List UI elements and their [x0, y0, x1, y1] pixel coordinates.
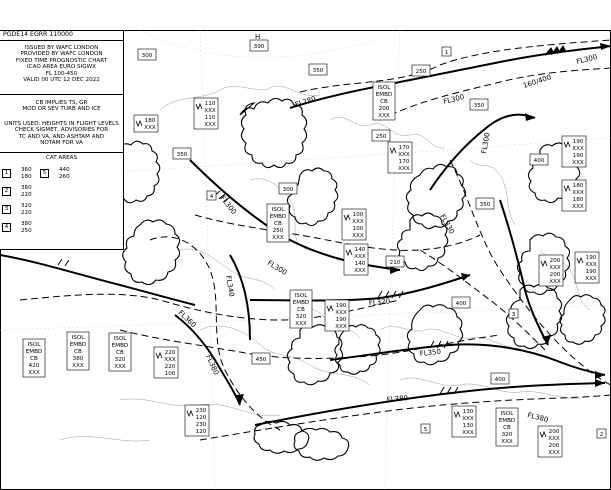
cb-value: EMBD [292, 300, 310, 306]
cat-area-range: 360 220 [21, 185, 32, 198]
cat-marker-number: 5 [423, 427, 428, 433]
cb-value: XXX [501, 439, 513, 445]
issue-block [0, 45, 123, 83]
tropopause-box [173, 148, 191, 159]
fl-label: FL300 [575, 53, 599, 66]
turbulence-value: 120 [195, 415, 207, 421]
cb-label [67, 332, 89, 370]
issue-line: FL 100-450 [45, 70, 78, 77]
units-line: NOTAM FOR VA [40, 140, 83, 147]
notes-block [0, 100, 123, 113]
tropopause-box [476, 198, 494, 209]
tropopause-value: 210 [389, 260, 401, 266]
cat-marker [207, 191, 216, 200]
cat-marker [421, 424, 430, 433]
cat-marker-number: 4 [209, 194, 214, 200]
fl-label: FL300 [218, 194, 238, 217]
turbulence-label [342, 209, 366, 240]
turbulence-value: XXX [144, 125, 156, 131]
cb-value: 320 [114, 357, 126, 363]
turbulence-value: XXX [572, 190, 584, 196]
fl-label: FL300 [442, 93, 466, 106]
tropopause-value: 250 [415, 69, 427, 75]
tropopause-box [372, 130, 390, 141]
turbulence-value: XXX [548, 436, 560, 442]
cb-value: 320 [295, 314, 307, 320]
cat-area-range: 440 260 [59, 167, 70, 180]
cb-value: ISOL [500, 411, 514, 417]
turbulence-value: 220 [164, 364, 176, 370]
cat-marker-number: 2 [599, 432, 604, 438]
cb-label [109, 333, 131, 371]
cat-area-id: 1 [2, 169, 11, 178]
note-line: MOD OR SEV TURB AND ICE [22, 106, 101, 113]
turbulence-value: 120 [195, 429, 207, 435]
turbulence-value: XXX [572, 204, 584, 210]
cat-area-id: 5 [40, 169, 49, 178]
fl-label: FL300 [480, 131, 492, 155]
turbulence-value: XXX [398, 152, 410, 158]
issue-line: PROVIDED BY WAFC LONDON [20, 51, 103, 58]
units-line: UNITS USED: HEIGHTS IN FLIGHT LEVELS [4, 121, 119, 127]
fl-label: FL380 [204, 353, 221, 377]
chart-id: PGDE14 EGRR 110000 [3, 31, 73, 38]
units-line: TC AND VA, AND ASHTAM AND [18, 133, 105, 140]
turbulence-value: XXX [398, 166, 410, 172]
turbulence-label [344, 244, 368, 275]
turbulence-value: XXX [335, 310, 347, 316]
turbulence-label [562, 136, 586, 167]
cb-value: EMBD [111, 343, 129, 349]
issue-line: VALID 00 UTC 12 DEC 2022 [23, 77, 100, 84]
turbulence-value: 200 [548, 429, 560, 435]
cb-value: EMBD [269, 214, 287, 220]
cat-marker [509, 309, 518, 318]
cb-value: EMBD [25, 349, 43, 355]
turbulence-value: 180 [572, 197, 584, 203]
turbulence-value: 190 [335, 303, 347, 309]
cb-value: ISOL [377, 85, 391, 91]
turbulence-value: 200 [549, 258, 561, 264]
cat-area-range: 380 250 [21, 221, 32, 234]
tropopause-box [470, 99, 488, 110]
tropopause-box [309, 64, 327, 75]
turbulence-label [194, 98, 218, 129]
fl-label: 160/400 [522, 73, 553, 90]
legend-panel [0, 31, 124, 250]
turbulence-value: XXX [335, 324, 347, 330]
turbulence-label [325, 300, 349, 331]
fl-label: FL330 [438, 213, 456, 236]
tropopause-box [386, 256, 404, 267]
tropopause-box [279, 183, 297, 194]
turbulence-value: XXX [462, 430, 474, 436]
turbulence-value: 100 [164, 371, 176, 377]
tropopause-value: 250 [375, 134, 387, 140]
cb-value: CB [380, 99, 388, 105]
cb-value: EMBD [498, 418, 516, 424]
cb-value: 200 [378, 106, 390, 112]
turbulence-value: XXX [352, 219, 364, 225]
cb-value: 320 [501, 432, 513, 438]
cb-value: XXX [295, 321, 307, 327]
turbulence-value: XXX [164, 357, 176, 363]
turbulence-value: 190 [585, 255, 597, 261]
turbulence-value: 190 [572, 139, 584, 145]
cb-label [290, 290, 312, 328]
turbulence-label [134, 115, 158, 132]
turbulence-value: XXX [548, 450, 560, 456]
turbulence-value: 140 [354, 261, 366, 267]
turbulence-label [538, 426, 562, 457]
turbulence-value: 180 [144, 118, 156, 124]
cat-area-range: 360 180 [21, 167, 32, 180]
fl-label: FL280 [294, 94, 317, 109]
legend-divider [0, 152, 123, 153]
turbulence-value: 200 [549, 272, 561, 278]
turbulence-value: XXX [572, 160, 584, 166]
cb-value: CB [297, 307, 305, 313]
cb-value: XXX [72, 363, 84, 369]
fl-label: FL300 [265, 258, 289, 277]
tropopause-value: 450 [255, 357, 267, 363]
cb-value: CB [74, 349, 82, 355]
tropopause-value: 350 [312, 68, 324, 74]
tropopause-value: 350 [479, 202, 491, 208]
cat-marker-number: 3 [511, 312, 516, 318]
turbulence-value: 200 [548, 443, 560, 449]
turbulence-value: XXX [585, 276, 597, 282]
cb-value: CB [274, 221, 282, 227]
cb-label [267, 204, 289, 242]
turbulence-value: XXX [549, 279, 561, 285]
fl-label: FL320 [368, 297, 391, 307]
turbulence-label [575, 252, 599, 283]
tropopause-value: 400 [494, 377, 506, 383]
turbulence-value: XXX [462, 416, 474, 422]
turbulence-value: 190 [585, 269, 597, 275]
units-line: CHECK SIGMET, ADVISORIES FOR [14, 127, 109, 134]
tropopause-value: 390 [253, 44, 265, 50]
cat-area-id: 2 [2, 187, 11, 196]
cb-value: XXX [378, 113, 390, 119]
turbulence-value: XXX [572, 146, 584, 152]
turbulence-value: XXX [585, 262, 597, 268]
issue-line: ISSUED BY WAFC LONDON [24, 45, 99, 51]
cat-marker-number: 1 [444, 50, 449, 56]
cb-value: ISOL [27, 342, 41, 348]
turbulence-label [562, 180, 586, 211]
tropopause-box [138, 49, 156, 60]
issue-line: ICAO AREA EURO SIGWX [27, 64, 96, 71]
legend-divider [0, 40, 123, 41]
cb-value: ISOL [271, 207, 285, 213]
tropopause-box [491, 373, 509, 384]
turbulence-value: 170 [398, 159, 410, 165]
turbulence-label [388, 142, 412, 173]
cat-area-range: 320 220 [21, 203, 32, 216]
turbulence-label [154, 347, 178, 378]
tropopause-value: 300 [282, 187, 294, 193]
cat-area-id: 3 [2, 205, 11, 214]
cb-value: CB [503, 425, 511, 431]
cb-value: 250 [272, 228, 284, 234]
turbulence-value: 130 [462, 409, 474, 415]
cb-label [496, 408, 518, 446]
cb-value: ISOL [71, 335, 85, 341]
high-pressure-symbol: H [255, 33, 261, 41]
turbulence-value: 230 [195, 408, 207, 414]
cb-value: ISOL [294, 293, 308, 299]
cb-value: XXX [28, 370, 40, 376]
tropopause-value: 300 [141, 53, 153, 59]
cb-value: 420 [28, 363, 40, 369]
fl-label: FL350 [419, 347, 442, 358]
cb-label [373, 82, 395, 120]
turbulence-value: 110 [204, 115, 216, 121]
turbulence-value: 220 [164, 350, 176, 356]
turbulence-label [452, 406, 476, 437]
turbulence-value: 110 [204, 101, 216, 107]
turbulence-value: 190 [335, 317, 347, 323]
tropopause-value: 400 [455, 301, 467, 307]
tropopause-box [252, 353, 270, 364]
cb-label [23, 339, 45, 377]
tropopause-box [412, 65, 430, 76]
cb-value: EMBD [69, 342, 87, 348]
turbulence-value: 170 [398, 145, 410, 151]
cb-value: CB [116, 350, 124, 356]
cat-marker [597, 429, 606, 438]
turbulence-value: 130 [462, 423, 474, 429]
turbulence-value: XXX [204, 122, 216, 128]
note-line: CB IMPLIES TS, GR [35, 100, 88, 106]
tropopause-value: 350 [176, 152, 188, 158]
units-block [0, 121, 123, 147]
turbulence-value: 100 [352, 212, 364, 218]
tropopause-box [250, 40, 268, 51]
cb-value: CB [30, 356, 38, 362]
fl-label: FL340 [224, 274, 236, 298]
tropopause-value: 350 [473, 103, 485, 109]
turbulence-value: XXX [204, 108, 216, 114]
turbulence-label [539, 255, 563, 286]
turbulence-value: 230 [195, 422, 207, 428]
turbulence-label [185, 405, 209, 436]
cb-value: XXX [272, 235, 284, 241]
cb-value: ISOL [113, 336, 127, 342]
cb-value: XXX [114, 364, 126, 370]
turbulence-value: XXX [354, 254, 366, 260]
turbulence-value: XXX [549, 265, 561, 271]
fl-label: FL380 [526, 411, 550, 425]
tropopause-box [530, 154, 548, 165]
cat-marker [442, 47, 451, 56]
cb-value: 380 [72, 356, 84, 362]
tropopause-value: 400 [533, 158, 545, 164]
legend-divider [0, 94, 123, 95]
turbulence-value: 100 [352, 226, 364, 232]
turbulence-value: XXX [352, 233, 364, 239]
issue-line: FIXED TIME PROGNOSTIC CHART [15, 57, 108, 64]
turbulence-value: 140 [354, 247, 366, 253]
tropopause-box [452, 297, 470, 308]
fl-label: FL360 [176, 308, 198, 330]
turbulence-value: 190 [572, 153, 584, 159]
cb-value: EMBD [375, 92, 393, 98]
cat-areas-title: CAT AREAS [45, 155, 78, 161]
turbulence-value: XXX [354, 268, 366, 274]
turbulence-value: 180 [572, 183, 584, 189]
fl-label: FL380 [386, 394, 409, 404]
cat-area-id: 4 [2, 223, 11, 232]
